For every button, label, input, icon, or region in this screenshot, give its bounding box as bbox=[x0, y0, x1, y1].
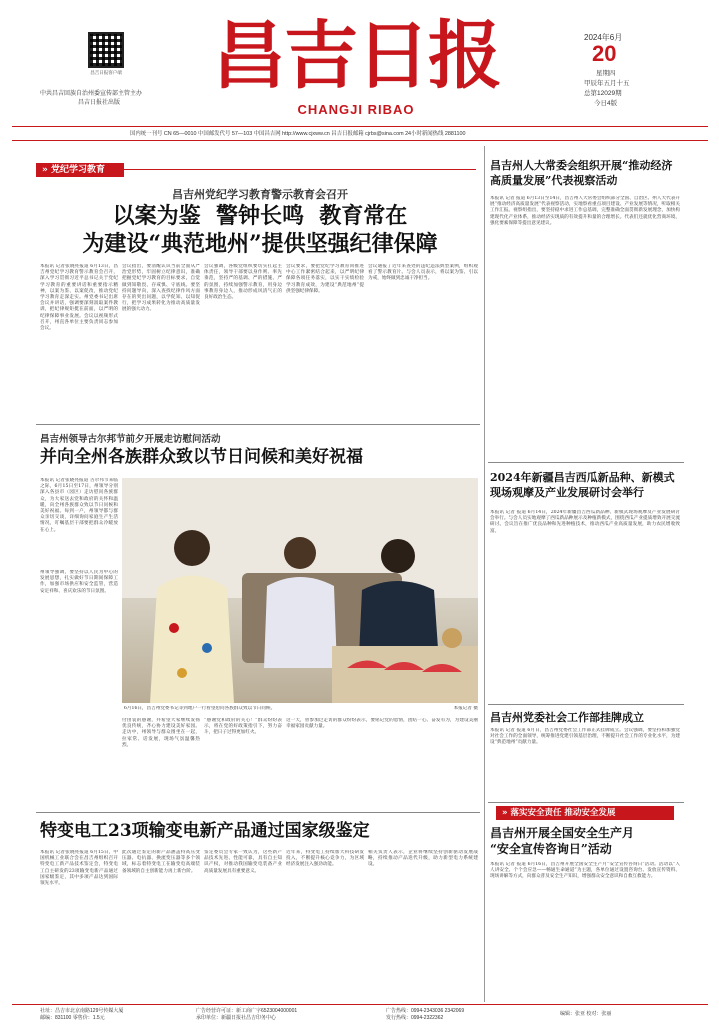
ultra-col1: 本报讯 记者张晓亮报道 6月15日，中国机械工业联合会在昌吉州组织召开特变电工新产品技术鉴定会，特变电工自主研发的23项输变电新产品通过国家级鉴定，其中多项产品达到国际领先水平。 bbox=[40, 850, 118, 887]
festival-col3: 付由衷的感谢，并希望大家继续发扬优良传统，齐心协力建设美好家园。走访中，州领导与群众围坐在一起，拉家常、话发展，现场气氛温馨热烈。 bbox=[122, 718, 200, 748]
masthead-rule-top bbox=[12, 126, 708, 127]
lead-col3: 会议强调，各级党组织要切实扛起主体责任，领导干部要以身作则、率先垂范，坚持严的基调、严的措施、严的氛围，持续加强警示教育，用身边事教育身边人，推动形成风清气正的良好政治生态。 bbox=[204, 264, 282, 301]
festival-photo-credit: 本报记者 摄 bbox=[453, 706, 478, 711]
section-tag-safety: » 落实安全责任 推动安全发展 bbox=[496, 806, 674, 820]
right-story4-title-line2: “安全宣传咨询日”活动 bbox=[490, 842, 612, 856]
right-story4-text: 本报讯 记者 报道 6月16日，昌吉州开展全国安全生产月“安全宣传咨询日”活动。活动以“人人讲安全、个个会应急——畅通生命通道”为主题，各单位通过设置咨询台、发放宣传资料、现场讲解等方式，向群众普及安全生产知识，增强群众安全意识和自救互救能力。 bbox=[490, 862, 680, 880]
masthead-pinyin: CHANGJI RIBAO bbox=[297, 102, 415, 117]
issue-lunar: 甲辰年五月十五 bbox=[584, 80, 630, 87]
lead-col1: 本报讯 记者张晓亮报道 6月13日，昌吉州党纪学习教育警示教育会召开，深入学习贯彻习近平总书记关于党纪学习教育的重要讲话和重要指示精神，以案为鉴、以案促改，推动党纪学习教育走深走实。州党委书记出席会议并讲话，强调要深刻汲取案件教训，把纪律规矩挺在前面，以严明的纪律保障事业发展。会议以视频形式召开，州直各单位主要负责同志参加会议。 bbox=[40, 264, 118, 332]
publisher-line1: 中共昌吉回族自治州委宣传部主管主办 bbox=[40, 91, 143, 97]
ultra-col3: 鉴定委员会专家一致认为，这些新产品技术先进、性能可靠，具有自主知识产权，对推动我国输变电装备产业高质量发展具有重要意义。 bbox=[204, 850, 282, 874]
footer-ad-tel: 广告热线：0994-2343036 2342069 bbox=[386, 1008, 465, 1014]
right-divider-3 bbox=[488, 802, 684, 803]
divider-1 bbox=[36, 424, 480, 425]
qr-caption: 昌吉日报客户端 bbox=[90, 70, 122, 75]
right-story2-text: 本报讯 记者 报道 6月14日，2024年新疆昌吉西瓜新品种、新模式现场观摩及产业发展研讨会举行。与会人员实地观摩了西瓜新品种展示及种植新模式，围绕西瓜产业提质增效开展交流研讨。会议旨在推广优良品种和先进种植技术，推动西瓜产业高质量发展，助力农民增收致富。 bbox=[490, 510, 680, 534]
ultra-col2: 此次通过鉴定的新产品涵盖特高压变压器、电抗器、换流变压器等多个领域，标志着特变电工在输变电高端装备领域的自主创新能力再上新台阶。 bbox=[122, 850, 200, 874]
issue-weekday: 星期四 bbox=[596, 70, 616, 77]
masthead-rule-bottom bbox=[12, 140, 708, 141]
section-tag-party-study: » 党纪学习教育 bbox=[36, 163, 124, 177]
footer-rule bbox=[12, 1004, 708, 1005]
lead-headline-line2: 为建设“典范地州”提供坚强纪律保障 bbox=[82, 231, 438, 257]
right-divider-1 bbox=[488, 462, 684, 463]
lead-col5: 会议通报了近年来查处的违纪违法典型案例，组织观看了警示教育片。与会人员表示，将以案为鉴、引以为戒，始终做到忠诚干净担当。 bbox=[368, 264, 478, 282]
footer-editors: 编辑：张亚 校对：张丽 bbox=[560, 1011, 612, 1017]
section-rule bbox=[124, 169, 476, 170]
lead-headline-line1: 以案为鉴 警钟长鸣 教育常在 bbox=[112, 203, 408, 229]
ultra-headline: 特变电工23项输变电新产品通过国家级鉴定 bbox=[40, 821, 370, 841]
masthead-title: 昌吉日报 bbox=[212, 13, 500, 99]
footer-printer: 承印单位：新疆日报社昌吉印务中心 bbox=[196, 1015, 277, 1021]
right-story3-text: 本报讯 记者 报道 6月日，昌吉州党委社会工作部正式挂牌成立。会议强调，要坚持和加强党对社会工作的全面领导，统筹推进党建引领基层治理，不断提升社会工作的专业化水平，为建设“典范地州”贡献力量。 bbox=[490, 728, 680, 746]
ultra-col4: 近年来，特变电工持续加大科技研发投入，不断提升核心竞争力，为区域经济发展注入强劲动能。 bbox=[286, 850, 364, 868]
info-bar: 国内统一刊号 CN 65—0010 中国邮发代号 57—103 中国昌吉网 http://www.cjxww.cn 昌吉日报邮箱 cjrbs@sina.com 24小时新闻热线 2881100 bbox=[130, 131, 466, 137]
footer-ad-license: 广告经营许可证：新工商广字6523004000001 bbox=[196, 1008, 298, 1014]
festival-photo bbox=[122, 478, 478, 703]
right-story2-title: 2024年新疆昌吉西瓜新品种、新模式现场观摩及产业发展研讨会举行 bbox=[490, 471, 675, 499]
footer-postcode: 邮编：831100 零售价：1.5元 bbox=[40, 1015, 105, 1021]
issue-number: 总第12029期 bbox=[584, 90, 622, 97]
right-divider-2 bbox=[488, 704, 684, 705]
festival-col5: 这一天，曾参加过走访的群众纷纷表示，要铭记党的恩情，团结一心、奋发有为，为建设美丽幸福家园贡献力量。 bbox=[286, 718, 478, 730]
right-story3-title: 昌吉州党委社会工作部挂牌成立 bbox=[490, 711, 644, 724]
festival-photo-caption: 6月16日，昌吉州党委书记等到地户一行看望慰问各族群众致以节日问候。 bbox=[124, 706, 276, 711]
festival-col4: “感谢党和政府的关心！”群众纷纷表示，将在党的好政策指引下，努力奋斗，把日子过得更加红火。 bbox=[204, 718, 282, 736]
divider-2 bbox=[36, 812, 480, 813]
lead-kicker: 昌吉州党纪学习教育警示教育会召开 bbox=[172, 188, 348, 201]
footer-dist-tel: 发行热线：0994-2322362 bbox=[386, 1015, 444, 1021]
right-story4-title-line1: 昌吉州开展全国安全生产月 bbox=[490, 826, 635, 840]
qr-code bbox=[88, 32, 124, 68]
festival-col1: 本报讯 记者张晓亮报道 古尔邦节来临之际，6月15日至17日，州领导分别深入各县市（园区）走访慰问各族群众，为大家送去党和政府的关怀和温暖，向全州各族群众致以节日问候和美好祝福。每到一户，州领导都与群众亲切交谈，详细询问家庭生产生活情况，叮嘱基层干部要把群众冷暖放在心上。 bbox=[40, 478, 118, 533]
festival-headline: 并向全州各族群众致以节日问候和美好祝福 bbox=[40, 447, 363, 467]
festival-col2: 州领导强调，要坚持以人民为中心的发展思想，扎实做好节日期间保障工作，加强市场供应和安全监管，营造安定祥和、喜庆欢乐的节日氛围。 bbox=[40, 570, 118, 594]
safety-chevron-icon: » bbox=[502, 808, 511, 818]
right-story1-title: 昌吉州人大常委会组织开展“推动经济高质量发展”代表视察活动 bbox=[490, 159, 673, 187]
footer-address: 社址：昌吉市北京南路129号传媒大厦 bbox=[40, 1008, 124, 1014]
issue-pages: 今日4版 bbox=[594, 100, 618, 107]
lead-col4: 会议要求，要把党纪学习教育同推进中心工作紧密结合起来，以严明纪律保障各项任务落实，以实干实绩检验学习教育成效，为建设“典范地州”提供坚强纪律保障。 bbox=[286, 264, 364, 294]
publisher-line2: 昌吉日报社出版 bbox=[78, 100, 121, 106]
column-divider bbox=[484, 146, 485, 1002]
right-story1-text: 本报讯 记者 报道 6月13日至14日，昌吉州人大常委会组织部分全国、自治区、州人大代表开展“推动经济高质量发展”代表视察活动，实地察看重点项目建设、产业发展等情况，听取相关工作汇报。视察组指出，要坚持稳中求进工作总基调，完整准确全面贯彻新发展理念，加快构建现代化产业体系，推动经济实现质的有效提升和量的合理增长。代表们还就优化营商环境、强化要素保障等提出意见建议。 bbox=[490, 196, 680, 226]
lead-col2: 会议指出，要清醒认识当前全面从严治党形势，牢固树立纪律意识，准确把握党纪学习教育的目标要求，自觉做到知敬畏、存戒惧、守底线。要坚持问题导向，深入查找纪律作风方面存在的突出问题，以学促知、以知促行，把学习成果转化为推动高质量发展的强大动力。 bbox=[122, 264, 200, 313]
ultra-col5: 相关负责人表示，企业将继续坚持创新驱动发展战略，持续推动产品迭代升级，助力新型电力系统建设。 bbox=[368, 850, 478, 868]
festival-photo-illustration bbox=[122, 478, 478, 703]
issue-year-month: 2024年6月 bbox=[584, 33, 623, 42]
section-chevron-icon: » bbox=[42, 165, 51, 175]
issue-day: 20 bbox=[592, 41, 617, 66]
festival-kicker: 昌吉州领导古尔邦节前夕开展走访慰问活动 bbox=[40, 434, 221, 445]
